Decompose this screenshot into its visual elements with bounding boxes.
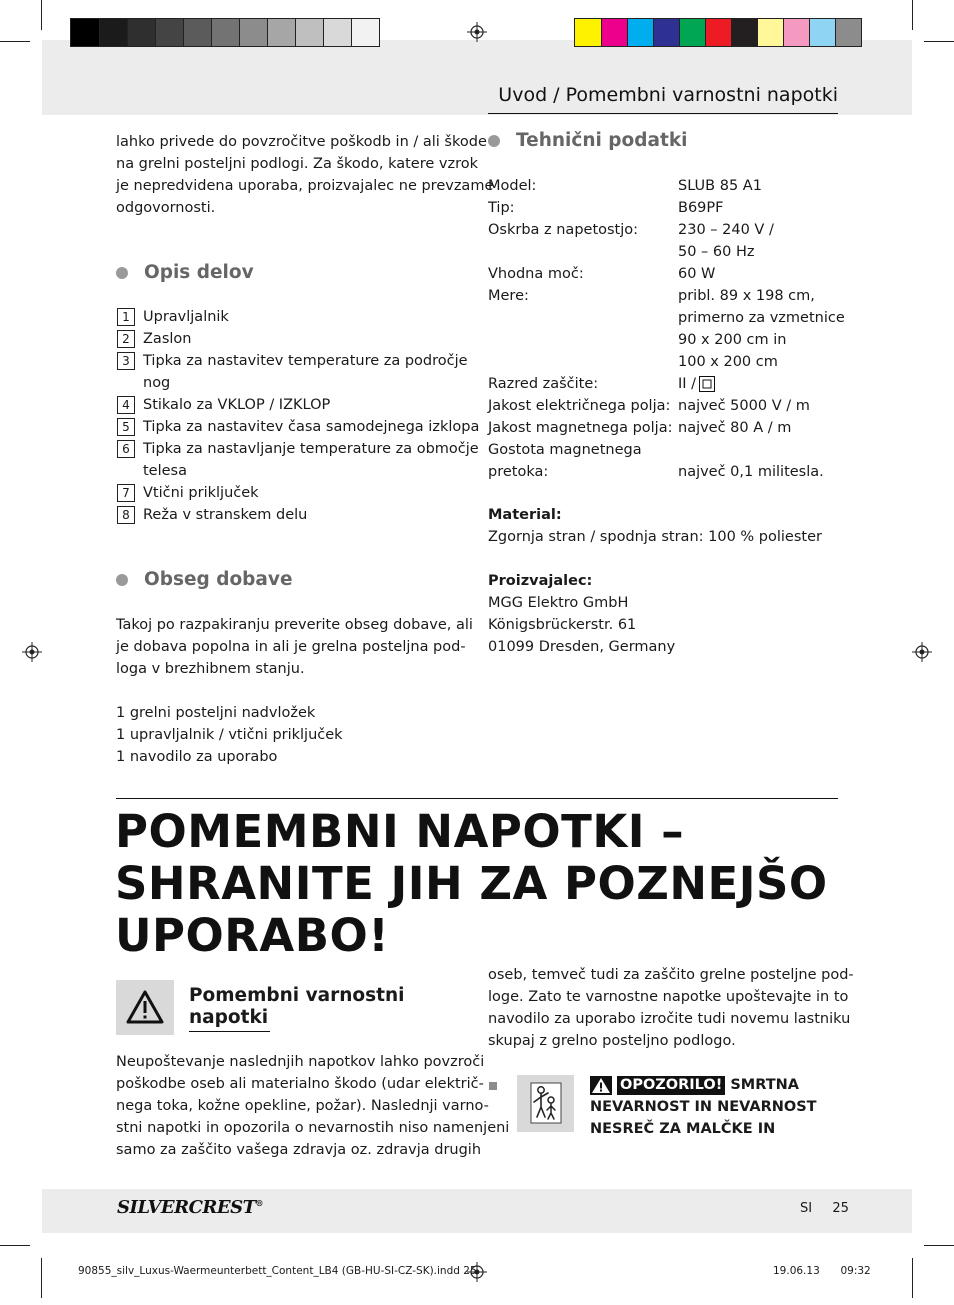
tech-value	[678, 307, 845, 329]
crop-mark	[41, 1258, 42, 1298]
tech-value-text: 230 – 240 V /	[678, 222, 774, 238]
warning-triangle-icon	[116, 980, 174, 1035]
date-text: 19.06.13	[773, 1265, 820, 1277]
tech-value	[678, 351, 778, 373]
tech-value-text: B69PF	[678, 200, 724, 216]
text-line: navodilo za uporabo izročite tudi novemu lastniku	[488, 1011, 851, 1027]
color-swatch	[601, 19, 627, 46]
color-swatch	[127, 19, 155, 46]
scope-items	[116, 702, 343, 768]
language-code: SI	[800, 1201, 813, 1216]
color-swatch	[211, 19, 239, 46]
tech-value-text: največ 5000 V / m	[678, 398, 810, 414]
scope-text	[116, 614, 473, 680]
color-swatch	[323, 19, 351, 46]
tech-label: Oskrba z napetostjo:	[488, 222, 639, 238]
tech-value-text: 90 x 200 cm in	[678, 332, 787, 348]
color-swatch	[155, 19, 183, 46]
tech-value-text: SLUB 85 A1	[678, 178, 762, 194]
color-swatch	[183, 19, 211, 46]
color-swatch	[99, 19, 127, 46]
heading-text: Obseg dobave	[144, 569, 293, 590]
crop-mark	[924, 41, 954, 42]
tech-label: Mere:	[488, 288, 529, 304]
safety-heading-box	[116, 980, 174, 1035]
tech-value-text: primerno za vzmetnice	[678, 310, 845, 326]
tech-value	[678, 219, 774, 241]
section-rule	[116, 798, 838, 799]
part-label: Zaslon	[143, 331, 192, 347]
part-number-box: 7	[117, 484, 135, 502]
text-line: lahko privede do povzročitve poškodb in / ali škode	[116, 134, 487, 150]
part-label: nog	[143, 375, 171, 391]
bullet-icon	[488, 135, 500, 147]
part-label: Reža v stranskem delu	[143, 507, 308, 523]
part-label: Tipka za nastavitev časa samodejnega izklopa	[143, 419, 480, 435]
page-number: 25	[832, 1201, 849, 1216]
tech-value-text: 60 W	[678, 266, 716, 282]
tech-value	[678, 285, 815, 307]
gray-color-bar	[70, 18, 380, 47]
tech-value	[678, 241, 755, 263]
text-line: Neupoštevanje naslednjih napotkov lahko povzroči	[116, 1054, 485, 1070]
material-block	[488, 504, 822, 548]
color-swatch	[705, 19, 731, 46]
section-heading-parts	[116, 262, 254, 283]
title-line: POMEMBNI NAPOTKI –	[115, 805, 685, 858]
part-label: Stikalo za VKLOP / IZKLOP	[143, 397, 331, 413]
color-swatch	[351, 19, 379, 46]
warning-icon	[590, 1076, 612, 1095]
text-line: odgovornosti.	[116, 200, 216, 216]
color-swatch	[783, 19, 809, 46]
color-swatch	[71, 19, 99, 46]
registration-mark-icon	[22, 642, 42, 662]
print-date	[773, 1265, 871, 1277]
tech-value-text: največ 80 A / m	[678, 420, 792, 436]
header-rule	[488, 113, 838, 114]
material-value: Zgornja stran / spodnja stran: 100 % poliester	[488, 529, 822, 545]
part-number-box: 5	[117, 418, 135, 436]
color-swatch	[239, 19, 267, 46]
part-label: Tipka za nastavitev temperature za področje	[143, 353, 468, 369]
tech-label: Razred zaščite:	[488, 376, 599, 392]
tech-value	[678, 373, 715, 395]
tech-value-text: največ 0,1 militesla.	[678, 464, 824, 480]
heading-text: Opis delov	[144, 262, 254, 283]
main-title	[115, 806, 828, 962]
safety-heading-underline	[189, 1031, 270, 1032]
text-line: oseb, temveč tudi za zaščito grelne posteljne pod-	[488, 967, 854, 983]
manufacturer-label: Proizvajalec:	[488, 573, 593, 589]
part-number-box: 8	[117, 506, 135, 524]
file-info: 90855_silv_Luxus-Waermeunterbett_Content_LB4 (GB-HU-SI-CZ-SK).indd 25	[78, 1265, 477, 1277]
text-line: nega toka, kožne opekline, požar). Naslednji varno-	[116, 1098, 489, 1114]
heading-text: Tehnični podatki	[516, 130, 688, 151]
safety-text	[116, 1051, 509, 1161]
tech-value-text: 100 x 200 cm	[678, 354, 778, 370]
color-swatch	[627, 19, 653, 46]
warning-line: SMRTNA	[730, 1077, 799, 1093]
text-line: Königsbrückerstr. 61	[488, 617, 637, 633]
child-hazard-icon	[517, 1075, 574, 1132]
crop-mark	[0, 1245, 30, 1246]
warning-line: NEVARNOST IN NEVARNOST	[590, 1099, 817, 1115]
part-label: Tipka za nastavljanje temperature za območje	[143, 441, 479, 457]
tech-value	[678, 417, 791, 439]
part-number-box: 2	[117, 330, 135, 348]
list-item: 1 navodilo za uporabo	[116, 749, 278, 765]
intro-text	[116, 131, 493, 219]
tech-value	[678, 461, 824, 483]
tech-value-text: pribl. 89 x 198 cm,	[678, 288, 815, 304]
color-swatch	[835, 19, 861, 46]
crop-mark	[0, 41, 30, 42]
list-item: 1 upravljalnik / vtični priključek	[116, 727, 343, 743]
tech-label: Model:	[488, 178, 537, 194]
text-line: je dobava popolna in ali je grelna posteljna pod-	[116, 639, 466, 655]
manufacturer-block	[488, 570, 675, 658]
tech-value-text: 50 – 60 Hz	[678, 244, 755, 260]
part-label: Upravljalnik	[143, 309, 229, 325]
registered-mark: ®	[255, 1198, 263, 1208]
color-swatch	[575, 19, 601, 46]
time-text: 09:32	[840, 1265, 871, 1277]
color-swatch	[295, 19, 323, 46]
child-hazard-box	[517, 1075, 574, 1132]
part-number-box: 1	[117, 308, 135, 326]
warning-block	[590, 1074, 817, 1140]
safety-heading	[189, 985, 404, 1029]
list-item: 1 grelni posteljni nadvložek	[116, 705, 316, 721]
text-line: na grelni posteljni podlogi. Za škodo, katere vzrok	[116, 156, 478, 172]
text-line: poškodbe oseb ali materialno škodo (udar električ-	[116, 1076, 484, 1092]
registration-mark-icon	[467, 22, 487, 42]
text-line: loga v brezhibnem stanju.	[116, 661, 305, 677]
bullet-icon	[116, 267, 128, 279]
brand-logo	[117, 1197, 263, 1218]
tech-label: Vhodna moč:	[488, 266, 584, 282]
part-number-box: 6	[117, 440, 135, 458]
color-swatch	[809, 19, 835, 46]
tech-label: Jakost električnega polja:	[488, 398, 671, 414]
part-number-box: 3	[117, 352, 135, 370]
section-heading-tech	[488, 130, 687, 151]
warning-badge: OPOZORILO!	[617, 1076, 725, 1095]
text-line: loge. Zato te varnostne napotke upoštevajte in to	[488, 989, 849, 1005]
crop-mark	[912, 0, 913, 30]
tech-label: Gostota magnetnega	[488, 442, 642, 458]
tech-label: pretoka:	[488, 464, 549, 480]
double-insulation-icon	[699, 376, 715, 392]
part-label: Vtični priključek	[143, 485, 259, 501]
part-number-box: 4	[117, 396, 135, 414]
title-line: SHRANITE JIH ZA POZNEJŠO	[115, 857, 828, 910]
heading-line: napotki	[189, 1007, 269, 1028]
text-line: 01099 Dresden, Germany	[488, 639, 676, 655]
warning-line: NESREČ ZA MALČKE IN	[590, 1121, 776, 1137]
tech-value	[678, 329, 786, 351]
color-swatch	[731, 19, 757, 46]
color-swatch	[653, 19, 679, 46]
tech-value-text: II /	[678, 376, 697, 392]
tech-value	[678, 175, 762, 197]
registration-mark-icon	[912, 642, 932, 662]
tech-value	[678, 263, 715, 285]
color-swatch	[267, 19, 295, 46]
text-line: MGG Elektro GmbH	[488, 595, 629, 611]
page-header-title: Uvod / Pomembni varnostni napotki	[498, 84, 838, 106]
process-color-bar	[574, 18, 862, 47]
text-line: samo za zaščito vašega zdravja oz. zdravja drugih	[116, 1142, 482, 1158]
text-line: Takoj po razpakiranju preverite obseg dobave, ali	[116, 617, 473, 633]
section-heading-scope	[116, 569, 293, 590]
page-label	[800, 1201, 849, 1216]
brand-name: SILVERCREST	[117, 1197, 256, 1218]
square-bullet-icon	[489, 1082, 497, 1090]
material-label: Material:	[488, 507, 562, 523]
crop-mark	[912, 1258, 913, 1298]
tech-label: Tip:	[488, 200, 515, 216]
title-line: UPORABO!	[115, 909, 390, 962]
part-label: telesa	[143, 463, 187, 479]
text-line: stni napotki in opozorila o nevarnostih niso namenjeni	[116, 1120, 510, 1136]
tech-value	[678, 395, 810, 417]
crop-mark	[924, 1245, 954, 1246]
color-swatch	[679, 19, 705, 46]
heading-line: Pomembni varnostni	[189, 985, 405, 1006]
color-swatch	[757, 19, 783, 46]
safety-text-right	[488, 964, 854, 1052]
text-line: skupaj z grelno posteljno podlogo.	[488, 1033, 736, 1049]
tech-value	[678, 197, 723, 219]
tech-label: Jakost magnetnega polja:	[488, 420, 673, 436]
bullet-icon	[116, 574, 128, 586]
text-line: je nepredvidena uporaba, proizvajalec ne prevzame	[116, 178, 494, 194]
crop-mark	[41, 0, 42, 30]
